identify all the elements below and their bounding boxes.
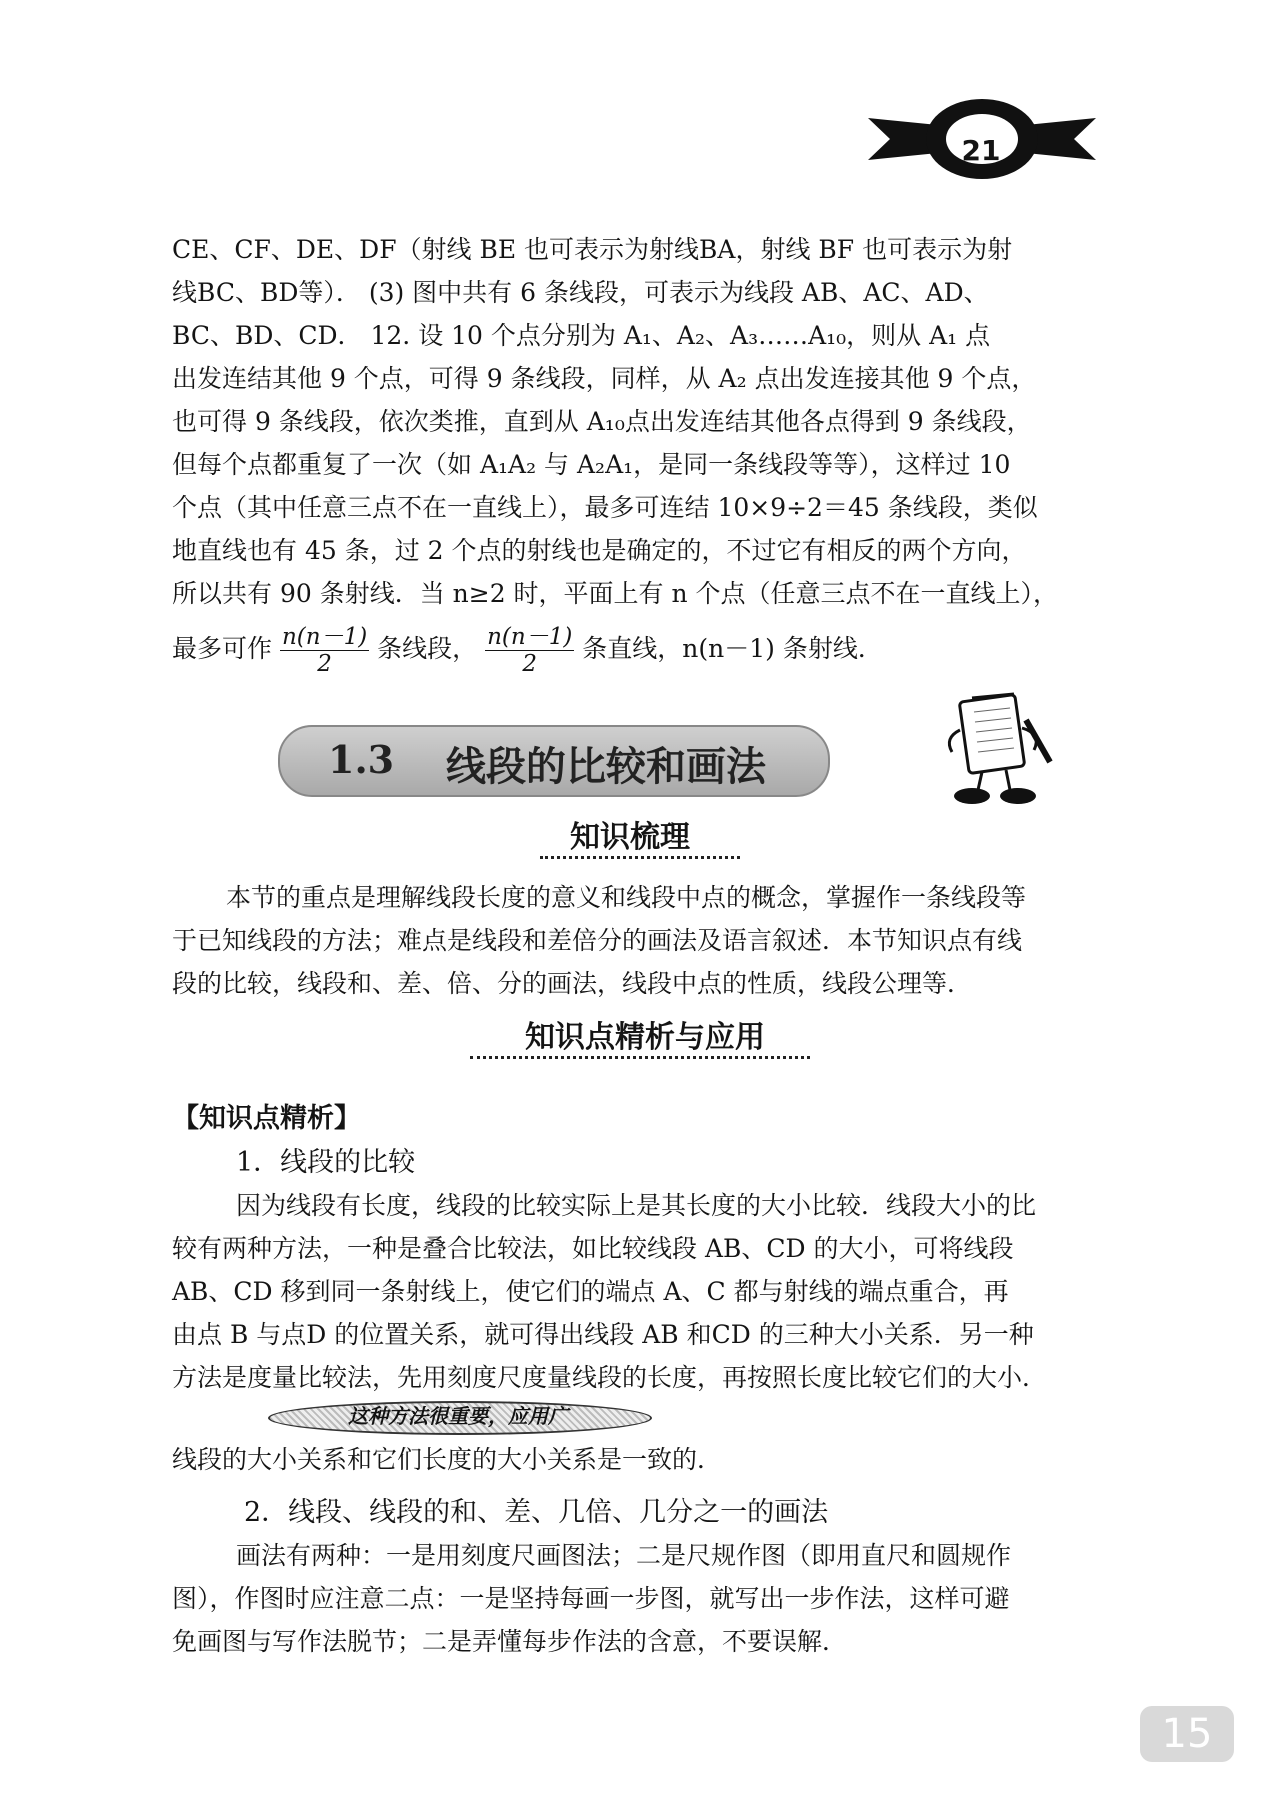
point1-title: 1．线段的比较 [236,1147,416,1178]
section-title: 线段的比较和画法 [446,743,766,790]
continuation-line: BC、BD、CD． 12. 设 10 个点分别为 A₁、A₂、A₃……A₁₀，则从 A₁ 点 [172,321,991,350]
point2-title: 2．线段、线段的和、差、几倍、几分之一的画法 [244,1497,829,1528]
continuation-line: 个点（其中任意三点不在一直线上），最多可连结 10×9÷2＝45 条线段，类似 [172,493,1038,522]
after-tip-line: 线段的大小关系和它们长度的大小关系是一致的． [172,1445,723,1474]
point2-line: 画法有两种：一是用刻度尺画图法；二是尺规作图（即用直尺和圆规作 [236,1541,1012,1570]
point1-line: 较有两种方法，一种是叠合比较法，如比较线段 AB、CD 的大小，可将线段 [172,1234,1014,1263]
continuation-line: 所以共有 90 条射线．当 n≥2 时，平面上有 n 个点（任意三点不在一直线上）， [172,579,1059,608]
bracket-title: 【知识点精析】 [172,1103,361,1134]
point2-line: 图），作图时应注意二点：一是坚持每画一步图，就写出一步作法，这样可避 [172,1584,1010,1613]
point1-line: 由点 B 与点D 的位置关系，就可得出线段 AB 和CD 的三种大小关系．另一种 [172,1320,1034,1349]
summary-line: 于已知线段的方法；难点是线段和差倍分的画法及语言叙述．本节知识点有线 [172,926,1023,955]
summary-line: 段的比较，线段和、差、倍、分的画法，线段中点的性质，线段公理等． [172,969,973,998]
continuation-line: 地直线也有 45 条，过 2 个点的射线也是确定的，不过它有相反的两个方向， [172,536,1027,565]
continuation-line: CE、CF、DE、DF（射线 BE 也可表示为射线BA，射线 BF 也可表示为射 [172,235,1013,264]
formula-suffix: 条直线，n(n－1) 条射线． [582,634,883,663]
summary-line: 本节的重点是理解线段长度的意义和线段中点的概念，掌握作一条线段等 [226,883,1027,912]
knowledge-summary-paragraph [172,876,1112,1005]
point1-paragraph [172,1184,1112,1399]
continuation-line: 线BC、BD等）． (3) 图中共有 6 条线段，可表示为线段 AB、AC、AD、 [172,278,989,307]
knowledge-summary-heading: 知识梳理 [570,820,690,855]
notepad-mascot-icon [930,690,1060,810]
corner-page-badge: 15 [1140,1706,1234,1762]
heading-underline [540,846,740,859]
continuation-line: 出发连结其他 9 个点，可得 9 条线段，同样，从 A₂ 点出发连接其他 9 个点， [172,364,1037,393]
fraction [280,624,369,677]
point2-line: 免画图与写作法脱节；二是弄懂每步作法的含意，不要误解． [172,1627,848,1656]
fraction-numerator: n(n－1) [281,624,368,650]
formula-prefix: 最多可作 [172,634,273,663]
formula-middle: 条线段， [377,634,478,663]
point1-line: AB、CD 移到同一条射线上，使它们的端点 A、C 都与射线的端点重合，再 [172,1277,1009,1306]
fraction-numerator: n(n－1) [487,624,573,650]
after-tip-paragraph [172,1438,1112,1481]
fraction-denominator: 2 [522,651,538,677]
analysis-heading: 知识点精析与应用 [525,1020,765,1055]
point1-line: 方法是度量比较法，先用刻度尺度量线段的长度，再按照长度比较它们的大小． [172,1363,1048,1392]
point2-paragraph [172,1534,1112,1663]
continuation-line: 也可得 9 条线段，依次类推，直到从 A₁₀点出发连结其他各点得到 9 条线段， [172,407,1032,436]
fraction-denominator: 2 [317,651,332,677]
continuation-line: 但每个点都重复了一次（如 A₁A₂ 与 A₂A₁，是同一条线段等等），这样过 10 [172,450,1011,479]
point1-line: 因为线段有长度，线段的比较实际上是其长度的大小比较．线段大小的比 [236,1191,1037,1220]
continuation-paragraph [172,228,1112,677]
fraction [485,624,574,677]
heading-underline [470,1046,810,1059]
section-number: 1.3 [328,737,395,782]
page-number: 21 [961,134,1001,167]
formula-line [172,621,1112,677]
tip-text: 这种方法很重要，应用广 [348,1404,568,1428]
